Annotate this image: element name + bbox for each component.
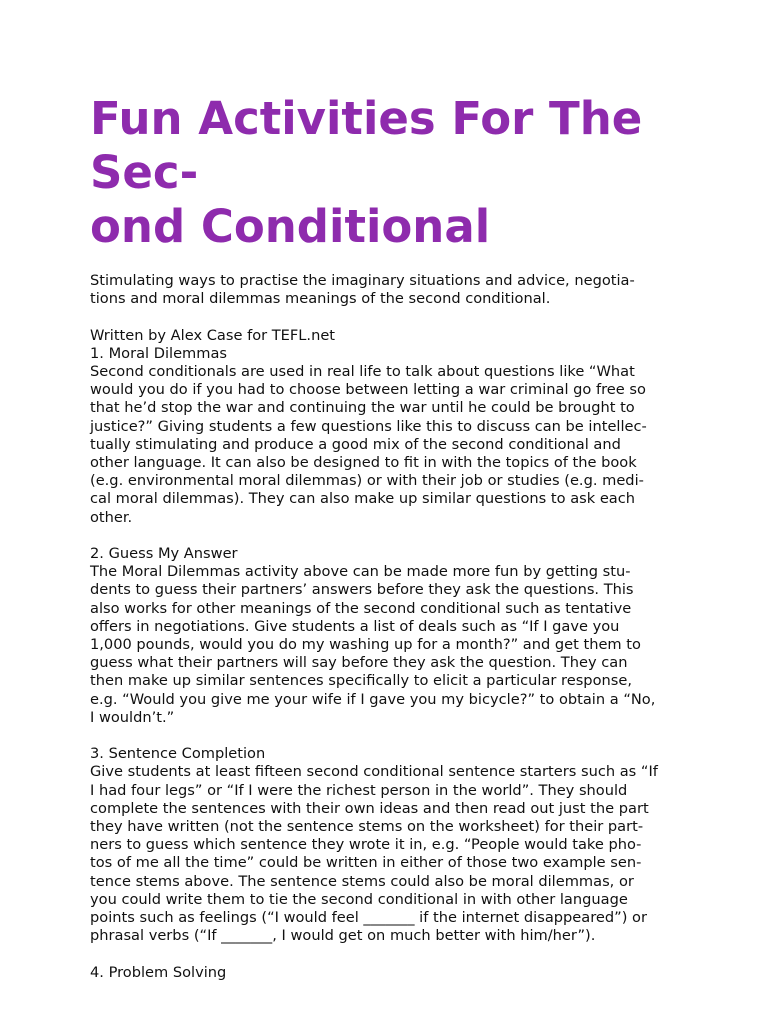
text-line: complete the sentences with their own ideas and then read out just the part bbox=[90, 799, 649, 817]
text-line: Stimulating ways to practise the imaginary situations and advice, negotia- bbox=[90, 272, 635, 289]
text-line: Give students at least fifteen second conditional sentence starters such as “If bbox=[90, 763, 658, 781]
section-heading: 2. Guess My Answer bbox=[90, 545, 238, 563]
text-line: I had four legs” or “If I were the richest person in the world”. They should bbox=[90, 781, 628, 799]
text-line: ners to guess which sentence they wrote it in, e.g. “People would take pho- bbox=[90, 836, 642, 854]
text-line: (e.g. environmental moral dilemmas) or with their job or studies (e.g. medi- bbox=[90, 472, 644, 490]
text-line: they have written (not the sentence stems on the worksheet) for their part- bbox=[90, 818, 644, 836]
text-line: cal moral dilemmas). They can also make up similar questions to ask each bbox=[90, 490, 636, 508]
text-line: offers in negotiations. Give students a list of deals such as “If I gave you bbox=[90, 617, 620, 635]
text-line: tions and moral dilemmas meanings of the second conditional. bbox=[90, 290, 551, 308]
text-line: then make up similar sentences specifically to elicit a particular response, bbox=[90, 672, 632, 690]
title-line: ond Conditional bbox=[90, 200, 491, 253]
text-line: tually stimulating and produce a good mix of the second conditional and bbox=[90, 435, 621, 453]
paragraph-gap bbox=[90, 308, 682, 326]
text-line: dents to guess their partners’ answers before they ask the questions. This bbox=[90, 581, 634, 599]
text-line: points such as feelings (“I would feel _______ if the internet disappeared”) or bbox=[90, 909, 647, 927]
text-line: I wouldn’t.” bbox=[90, 708, 175, 726]
section bbox=[90, 964, 682, 982]
intro-paragraph bbox=[90, 272, 682, 308]
text-line: tence stems above. The sentence stems could also be moral dilemmas, or bbox=[90, 872, 634, 890]
text-line: 1,000 pounds, would you do my washing up for a month?” and get them to bbox=[90, 636, 641, 654]
sections-container bbox=[90, 345, 682, 982]
text-line: justice?” Giving students a few questions like this to discuss can be intellec- bbox=[90, 417, 647, 435]
text-line: other. bbox=[90, 508, 133, 526]
section bbox=[90, 545, 682, 727]
section bbox=[90, 745, 682, 945]
text-line: would you do if you had to choose between letting a war criminal go free so bbox=[90, 381, 646, 399]
text-line: e.g. “Would you give me your wife if I gave you my bicycle?” to obtain a “No, bbox=[90, 690, 656, 708]
section-heading: 4. Problem Solving bbox=[90, 963, 227, 981]
document-page bbox=[90, 92, 682, 982]
paragraph-gap bbox=[90, 527, 682, 545]
byline-text: Written by Alex Case for TEFL.net bbox=[90, 326, 336, 344]
section-heading: 1. Moral Dilemmas bbox=[90, 344, 228, 362]
title-line: Fun Activities For The Sec- bbox=[90, 92, 643, 199]
text-line: also works for other meanings of the second conditional such as tentative bbox=[90, 599, 632, 617]
paragraph-gap bbox=[90, 945, 682, 963]
section bbox=[90, 345, 682, 527]
text-line: other language. It can also be designed to fit in with the topics of the book bbox=[90, 454, 637, 472]
text-line: that he’d stop the war and continuing the war until he could be brought to bbox=[90, 399, 635, 417]
byline bbox=[90, 327, 682, 345]
text-line: tos of me all the time” could be written in either of those two example sen- bbox=[90, 854, 642, 872]
text-line: Second conditionals are used in real life to talk about questions like “What bbox=[90, 363, 635, 380]
paragraph-gap bbox=[90, 727, 682, 745]
page-title bbox=[90, 92, 682, 254]
article-body bbox=[90, 272, 682, 982]
text-line: phrasal verbs (“If _______, I would get on much better with him/her”). bbox=[90, 927, 596, 945]
section-heading: 3. Sentence Completion bbox=[90, 745, 266, 763]
text-line: guess what their partners will say before they ask the question. They can bbox=[90, 654, 628, 672]
text-line: you could write them to tie the second conditional in with other language bbox=[90, 890, 628, 908]
text-line: The Moral Dilemmas activity above can be made more fun by getting stu- bbox=[90, 563, 631, 581]
